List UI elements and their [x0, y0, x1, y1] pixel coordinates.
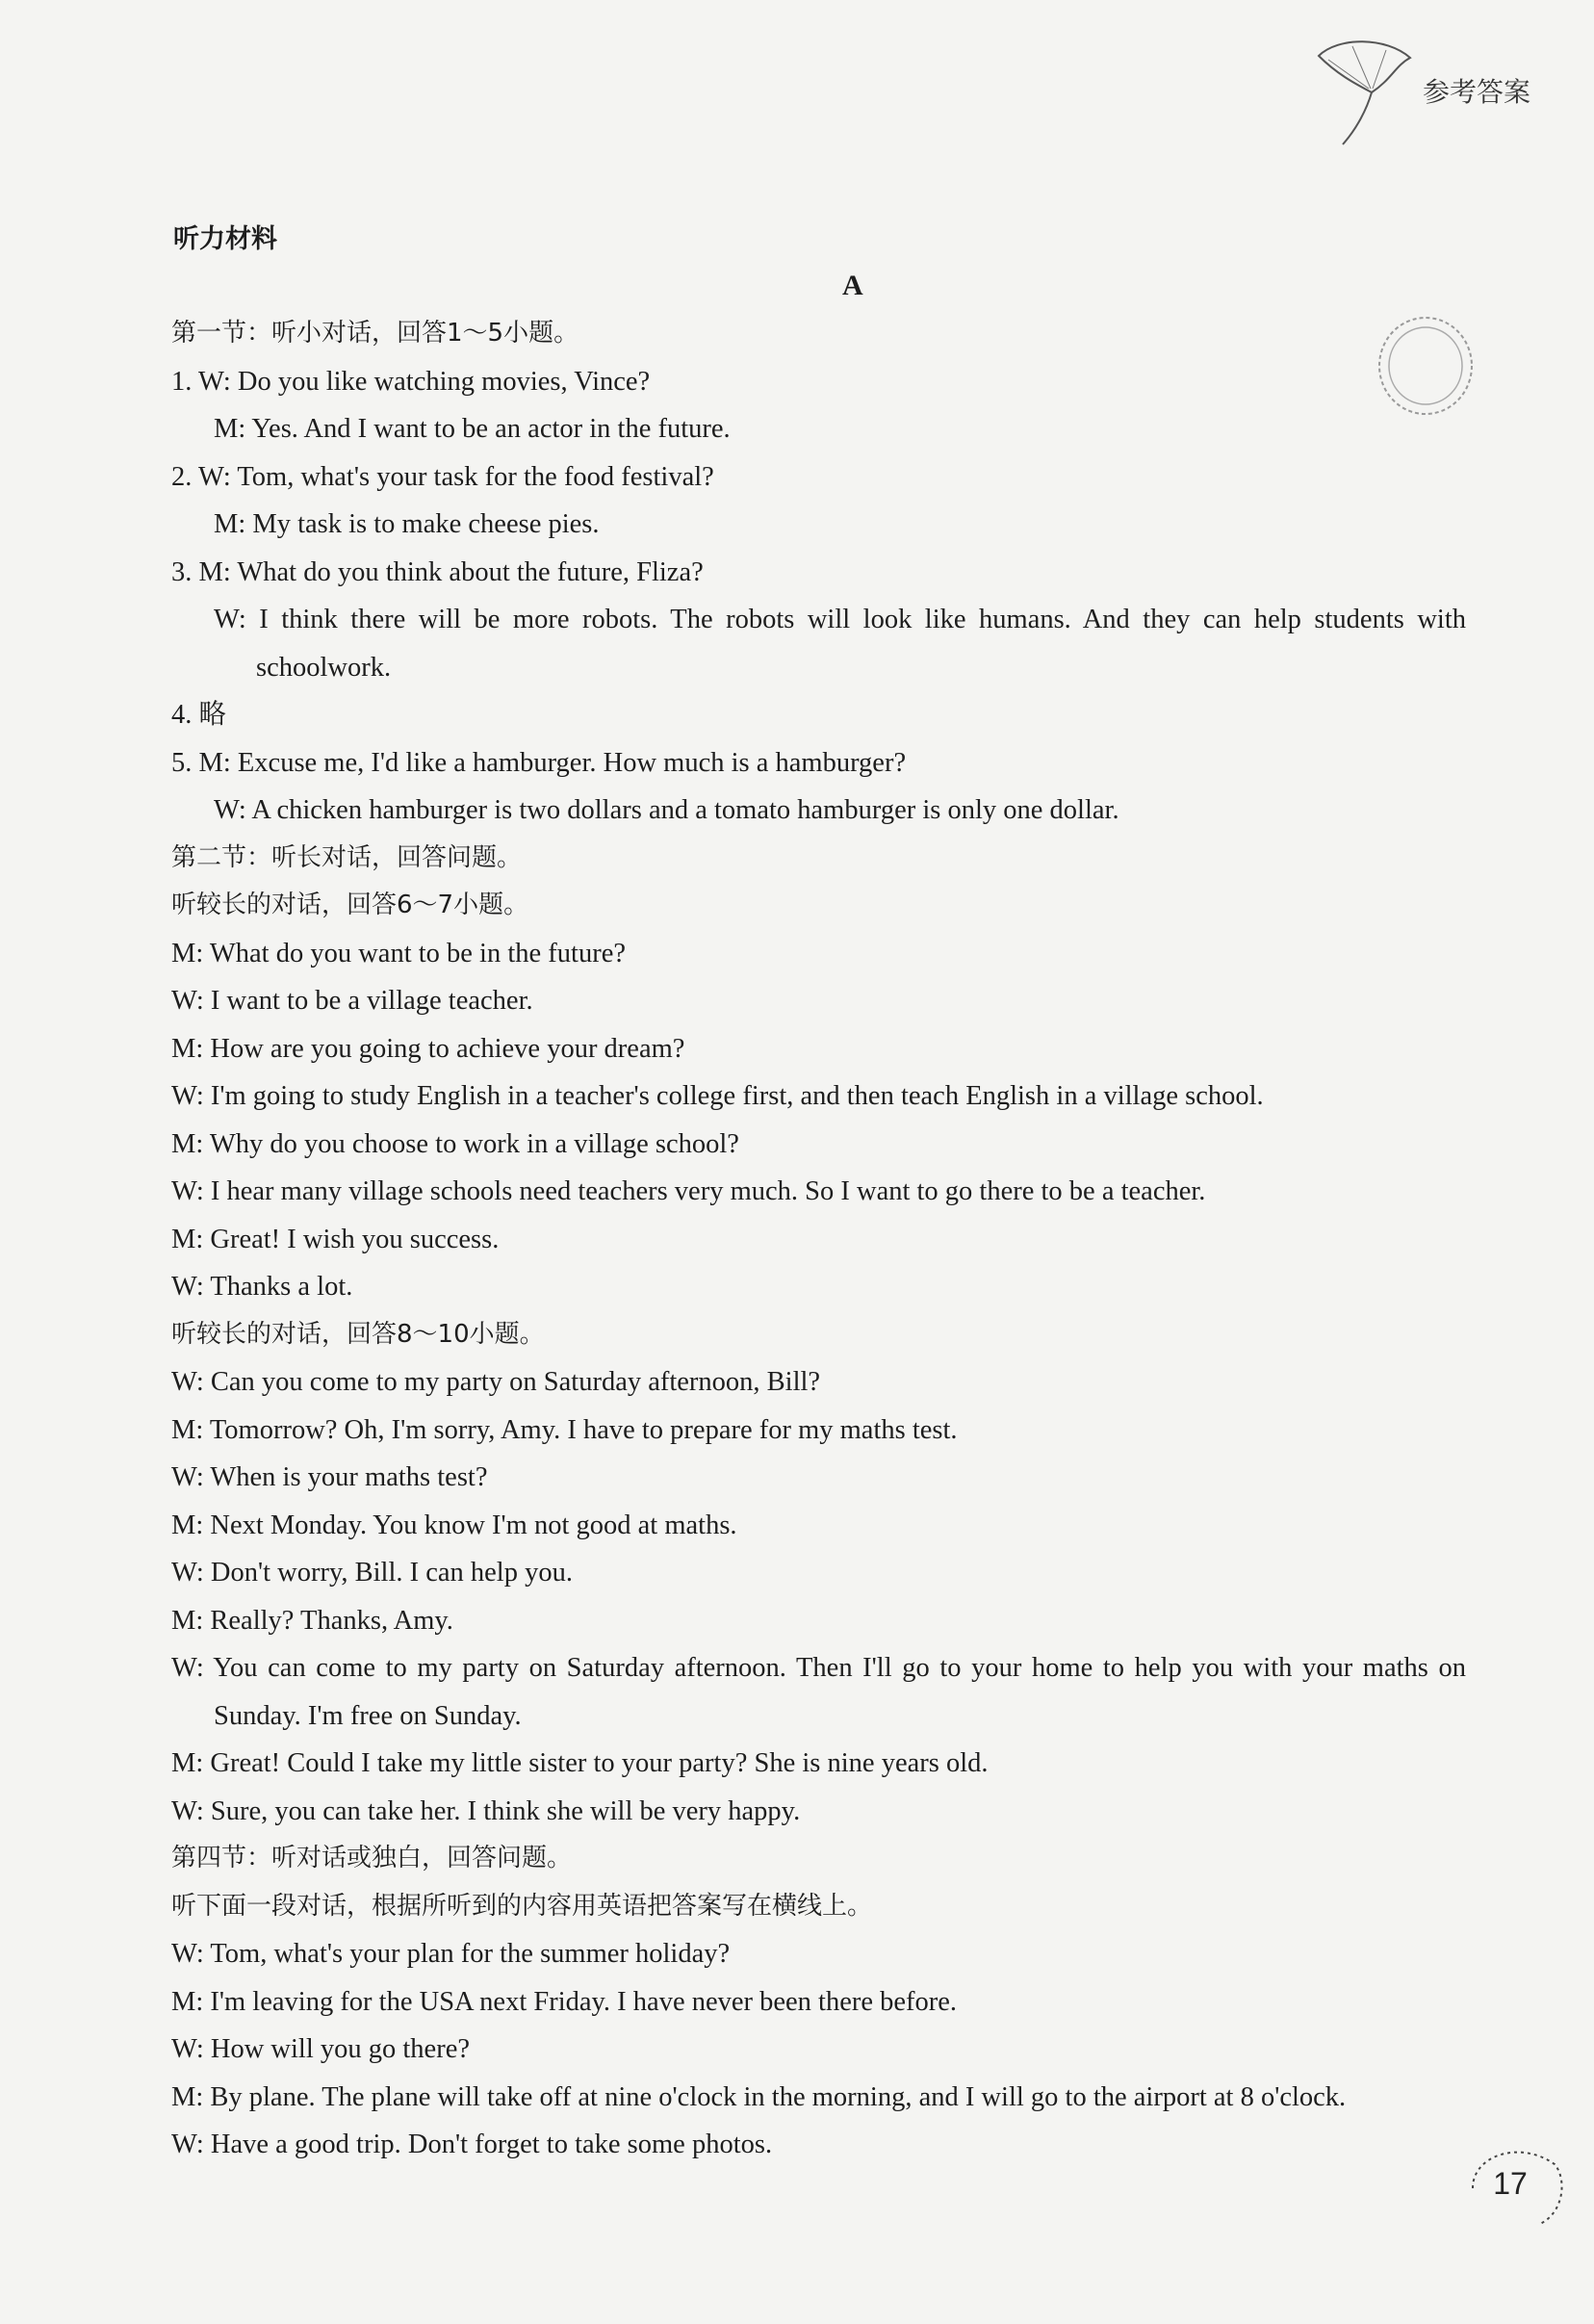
transcript-line: 5. M: Excuse me, I'd like a hamburger. How much is a hamburger?	[171, 747, 907, 778]
page-number: 17	[1493, 2166, 1528, 2201]
transcript-line: M: By plane. The plane will take off at nine o'clock in the morning, and I will go to the airport at 8 o'clock.	[171, 2081, 1347, 2112]
transcript-line: M: I'm leaving for the USA next Friday. I have never been there before.	[171, 1986, 958, 2017]
transcript-line: 4. 略	[171, 700, 227, 730]
transcript-line: W: Have a good trip. Don't forget to take some photos.	[171, 2130, 773, 2159]
transcript-line: W: I hear many village schools need teachers very much. So I want to go there to be a teacher.	[171, 1176, 1206, 1206]
transcript-line: 听下面一段对话，根据所听到的内容用英语把答案写在横线上。	[171, 1891, 873, 1921]
transcript-line: W: I think there will be more robots. The robots will look like humans. And they can help students with schoolwork.	[214, 605, 1466, 683]
transcript-line: 第二节：听长对话，回答问题。	[171, 842, 523, 872]
transcript-line: M: My task is to make cheese pies.	[214, 509, 600, 539]
header-label: 参考答案	[1423, 76, 1531, 108]
transcript-line: W: Thanks a lot.	[171, 1272, 353, 1302]
transcript-line: M: How are you going to achieve your dream?	[171, 1033, 685, 1064]
transcript-line: W: Tom, what's your plan for the summer holiday?	[171, 1939, 731, 1969]
ginkgo-leaf-icon	[1299, 37, 1425, 152]
transcript-line: M: What do you want to be in the future?	[171, 938, 626, 968]
transcript-line: W: Sure, you can take her. I think she will be very happy.	[171, 1795, 801, 1826]
transcript-line: 听较长的对话，回答8～10小题。	[171, 1319, 545, 1349]
transcript-line: 1. W: Do you like watching movies, Vince?	[171, 366, 651, 397]
transcript-line: M: Yes. And I want to be an actor in the future.	[214, 414, 731, 444]
transcript-line: W: Don't worry, Bill. I can help you.	[171, 1558, 573, 1588]
transcript-line: 2. W: Tom, what's your task for the food festival?	[171, 461, 714, 492]
part-letter: A	[842, 270, 863, 301]
transcript-line: M: Why do you choose to work in a village school?	[171, 1128, 739, 1159]
transcript-line: 听较长的对话，回答6～7小题。	[171, 891, 529, 919]
transcript-line: W: Can you come to my party on Saturday afternoon, Bill?	[171, 1367, 821, 1397]
transcript-line: M: Great! Could I take my little sister to your party? She is nine years old.	[171, 1748, 989, 1778]
transcript-line: W: I'm going to study English in a teacher's college first, and then teach English in a village school.	[171, 1081, 1264, 1111]
transcript-line: M: Really? Thanks, Amy.	[171, 1605, 453, 1636]
transcript-line: M: Tomorrow? Oh, I'm sorry, Amy. I have to prepare for my maths test.	[171, 1414, 958, 1445]
transcript-line: W: You can come to my party on Saturday afternoon. Then I'll go to your home to help you with your maths on Sunday. I'm free on Sunday.	[171, 1653, 1466, 1731]
transcript-line: W: When is your maths test?	[171, 1462, 488, 1492]
transcript-line: M: Next Monday. You know I'm not good at maths.	[171, 1510, 737, 1540]
transcript-line: 第一节：听小对话，回答1～5小题。	[171, 319, 579, 348]
transcript-line: W: How will you go there?	[171, 2034, 470, 2064]
section-title: 听力材料	[173, 224, 277, 254]
transcript-line: M: Great! I wish you success.	[171, 1224, 500, 1254]
transcript-line: 第四节：听对话或独白，回答问题。	[171, 1844, 573, 1872]
transcript-line: W: I want to be a village teacher.	[171, 986, 533, 1016]
transcript-line: 3. M: What do you think about the future, Fliza?	[171, 556, 704, 587]
listening-transcript	[171, 310, 1466, 2169]
transcript-line: W: A chicken hamburger is two dollars and a tomato hamburger is only one dollar.	[214, 795, 1119, 825]
